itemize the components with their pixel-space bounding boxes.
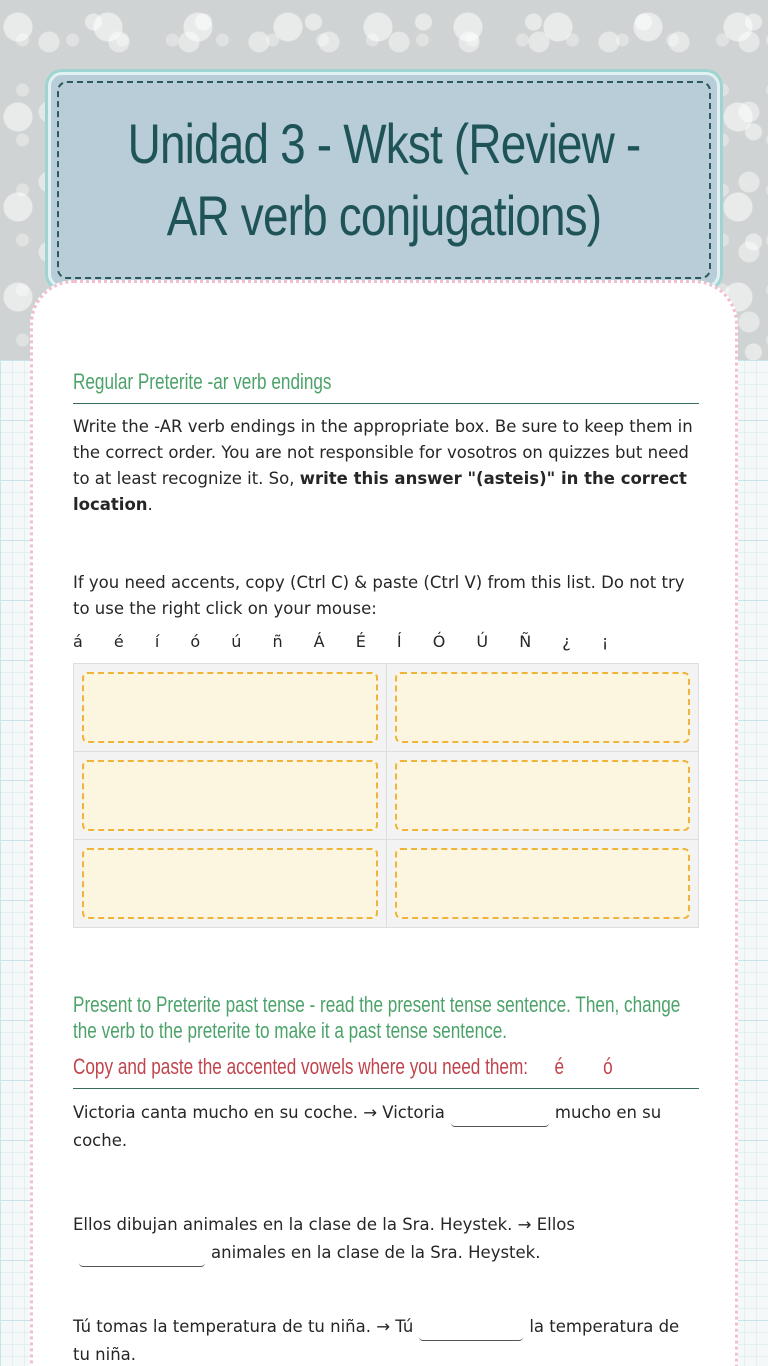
table-cell (386, 664, 699, 752)
blank-input-2[interactable] (79, 1243, 205, 1267)
answer-box-el[interactable] (82, 848, 378, 919)
answer-box-nosotros[interactable] (395, 672, 691, 743)
blank-input-1[interactable] (451, 1103, 549, 1127)
table-cell (74, 664, 387, 752)
table-cell (74, 840, 387, 928)
sentence-2: Ellos dibujan animales en la clase de la Sra. Heystek. → Ellos animales en la clase de la Sra. Heystek. (73, 1211, 699, 1267)
instructions-text: Write the -AR verb endings in the appropriate box. Be sure to keep them in the correct order. You are not responsible for vosotros on quizzes but need to at least recognize it. So, write this answer "(asteis)" in the correct location. (73, 417, 693, 514)
table-cell (74, 752, 387, 840)
table-cell (386, 752, 699, 840)
divider (73, 1088, 699, 1089)
verb-endings-table (73, 663, 699, 928)
title-card (48, 72, 720, 288)
section-heading-preterite: Present to Preterite past tense - read the present tense sentence. Then, change the verb to the preterite to make it a past tense sentence. (73, 992, 681, 1043)
accent-intro: If you need accents, copy (Ctrl C) & paste (Ctrl V) from this list. Do not try to use the right click on your mouse: (73, 573, 685, 618)
sentence-1: Victoria canta mucho en su coche. → Victoria mucho en su coche. (73, 1103, 662, 1150)
answer-box-tu[interactable] (82, 760, 378, 831)
accent-vowels: é ó (554, 1054, 630, 1079)
worksheet-content (30, 280, 738, 1366)
worksheet-title: Unidad 3 - Wkst (Review -AR verb conjugations) (127, 112, 641, 247)
table-cell (386, 840, 699, 928)
accent-list: á é í ó ú ñ Á É Í Ó Ú Ñ ¿ ¡ (73, 632, 617, 651)
blank-input-3[interactable] (419, 1317, 523, 1341)
answer-box-vosotros[interactable] (395, 760, 691, 831)
sentence-3: Tú tomas la temperatura de tu niña. → Tú la temperatura de tu niña. (73, 1317, 680, 1364)
answer-box-yo[interactable] (82, 672, 378, 743)
title-frame (57, 81, 711, 279)
instructions-bold: write this answer "(asteis)" in the correct location (73, 469, 687, 514)
section-heading-endings: Regular Preterite -ar verb endings (73, 369, 332, 394)
divider (73, 403, 699, 404)
accent-subheading: Copy and paste the accented vowels where you need them: é ó (73, 1054, 630, 1079)
answer-box-ellos[interactable] (395, 848, 691, 919)
